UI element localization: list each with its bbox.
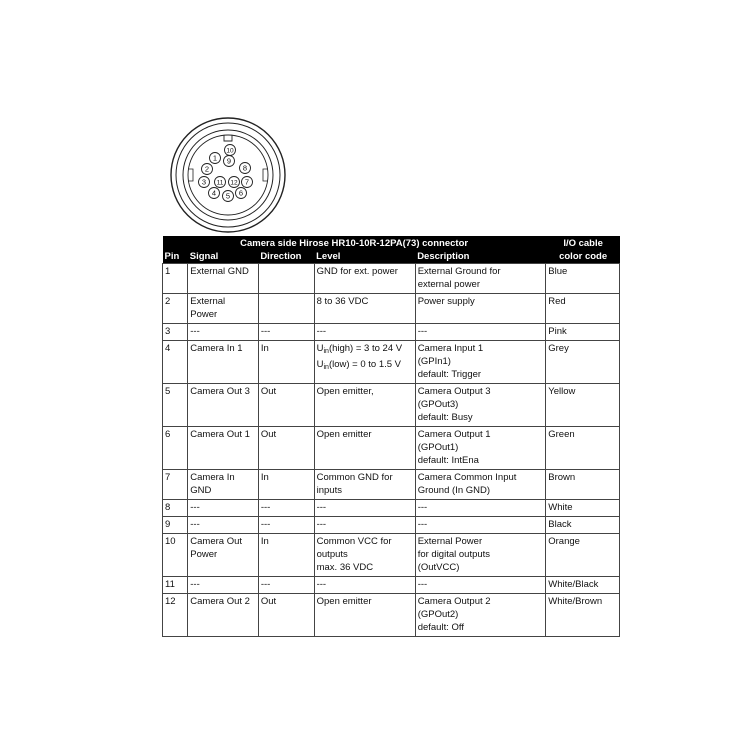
- connector-pin: [242, 177, 253, 188]
- signal-cell: [188, 470, 259, 500]
- description-line: default: Busy: [417, 412, 473, 423]
- pin-cell: 5: [163, 384, 188, 427]
- signal-line: ---: [190, 519, 200, 530]
- signal-cell: [188, 427, 259, 470]
- direction-cell: In: [258, 470, 314, 500]
- connector-pin-label: 10: [226, 147, 234, 155]
- level-line: Common GND for: [316, 472, 393, 483]
- description-line: ---: [417, 326, 428, 337]
- connector-ring-3: [183, 130, 273, 220]
- connector-pin-label: 1: [212, 153, 218, 163]
- level-line: ---: [316, 502, 327, 513]
- description-cell: [415, 341, 546, 384]
- connector-pin: [199, 177, 210, 188]
- signal-line: External: [190, 296, 226, 307]
- signal-cell: [188, 294, 259, 324]
- level-line: GND for ext. power: [316, 266, 398, 277]
- connector-pin-label: 9: [226, 156, 232, 166]
- description-line: Camera Output 2: [417, 596, 491, 607]
- cable-color-cell: White: [546, 500, 620, 517]
- connector-pin: [202, 164, 213, 175]
- signal-line: Power: [190, 549, 218, 560]
- description-line: Camera Input 1: [417, 343, 484, 354]
- connector-pin: [210, 153, 221, 164]
- signal-line: Camera Out 2: [190, 596, 250, 607]
- table-row: [163, 341, 620, 384]
- header-level: Level: [314, 250, 415, 264]
- connector-notch-right: [263, 169, 268, 181]
- level-cell: [314, 427, 415, 470]
- cable-header-line: color code: [559, 251, 608, 262]
- level-line: Open emitter: [316, 429, 372, 440]
- level-cell: [314, 470, 415, 500]
- level-line: ---: [316, 326, 327, 337]
- connector-pin: [223, 191, 234, 202]
- description-line: for digital outputs: [417, 549, 491, 560]
- signal-cell: [188, 341, 259, 384]
- signal-line: Power: [190, 309, 218, 320]
- level-cell: [314, 294, 415, 324]
- cable-color-header: [546, 236, 620, 264]
- signal-line: Camera In 1: [190, 343, 243, 354]
- description-cell: [415, 427, 546, 470]
- table-row: [163, 500, 620, 517]
- header-pin: Pin: [163, 250, 188, 264]
- connector-diagram: [169, 117, 289, 235]
- level-cell: [314, 534, 415, 577]
- pin-cell: 7: [163, 470, 188, 500]
- connector-pin-label: 11: [216, 179, 224, 187]
- direction-cell: [258, 294, 314, 324]
- level-cell: [314, 594, 415, 637]
- cable-header-line: I/O cable: [563, 238, 603, 249]
- connector-pin: [229, 177, 240, 188]
- signal-cell: [188, 384, 259, 427]
- signal-cell: [188, 264, 259, 294]
- level-cell: [314, 577, 415, 594]
- header-direction: Direction: [258, 250, 314, 264]
- description-line: (GPOut3): [417, 399, 459, 410]
- level-subscript: in: [323, 364, 329, 371]
- description-line: External Power: [417, 536, 483, 547]
- signal-line: ---: [190, 579, 200, 590]
- connector-pin-label: 6: [238, 188, 244, 198]
- connector-pins: [199, 145, 253, 202]
- description-cell: [415, 500, 546, 517]
- connector-pin-label: 5: [225, 191, 231, 201]
- table-row: [163, 534, 620, 577]
- direction-cell: [258, 264, 314, 294]
- table-row: [163, 324, 620, 341]
- connector-pin: [240, 163, 251, 174]
- level-line: Open emitter,: [316, 386, 374, 397]
- signal-cell: [188, 577, 259, 594]
- direction-cell: ---: [258, 517, 314, 534]
- level-line: 8 to 36 VDC: [316, 296, 369, 307]
- table-row: [163, 470, 620, 500]
- connector-pin-label: 8: [242, 163, 248, 173]
- connector-pin-label: 4: [211, 188, 217, 198]
- level-cell: [314, 341, 415, 384]
- direction-cell: ---: [258, 500, 314, 517]
- connector-key: [224, 135, 232, 141]
- level-cell: [314, 500, 415, 517]
- description-line: ---: [417, 502, 428, 513]
- description-cell: [415, 470, 546, 500]
- description-line: ---: [417, 579, 428, 590]
- connector-pin: [224, 156, 235, 167]
- cable-color-cell: Yellow: [546, 384, 620, 427]
- direction-cell: In: [258, 341, 314, 384]
- cable-color-cell: Brown: [546, 470, 620, 500]
- description-cell: [415, 577, 546, 594]
- table-row: [163, 594, 620, 637]
- cable-color-cell: Pink: [546, 324, 620, 341]
- pin-cell: 3: [163, 324, 188, 341]
- description-cell: [415, 264, 546, 294]
- pin-cell: 11: [163, 577, 188, 594]
- signal-line: Camera Out 3: [190, 386, 250, 397]
- description-cell: [415, 517, 546, 534]
- description-cell: [415, 324, 546, 341]
- description-line: Power supply: [417, 296, 475, 307]
- connector-ring-2: [176, 123, 280, 227]
- pin-cell: 1: [163, 264, 188, 294]
- connector-pin-label: 3: [201, 177, 207, 187]
- description-cell: [415, 294, 546, 324]
- direction-cell: Out: [258, 427, 314, 470]
- description-line: (GPOut2): [417, 609, 459, 620]
- level-line: Common VCC for: [316, 536, 392, 547]
- level-line: ---: [316, 579, 327, 590]
- signal-line: Camera Out 1: [190, 429, 250, 440]
- cable-color-cell: White/Black: [546, 577, 620, 594]
- description-cell: [415, 594, 546, 637]
- cable-color-cell: Blue: [546, 264, 620, 294]
- level-line: max. 36 VDC: [316, 562, 374, 573]
- pin-cell: 4: [163, 341, 188, 384]
- cable-color-cell: Red: [546, 294, 620, 324]
- direction-cell: Out: [258, 594, 314, 637]
- pin-cell: 8: [163, 500, 188, 517]
- header-signal: Signal: [188, 250, 259, 264]
- table-row: [163, 427, 620, 470]
- connector-pin: [215, 177, 226, 188]
- signal-cell: [188, 500, 259, 517]
- description-line: default: Off: [417, 622, 464, 633]
- direction-cell: ---: [258, 324, 314, 341]
- level-subscript: in: [323, 348, 329, 355]
- description-line: Camera Output 3: [417, 386, 491, 397]
- description-line: default: Trigger: [417, 369, 482, 380]
- signal-cell: [188, 324, 259, 341]
- table-row: [163, 577, 620, 594]
- cable-color-cell: White/Brown: [546, 594, 620, 637]
- direction-cell: ---: [258, 577, 314, 594]
- connector-pin-label: 7: [244, 177, 250, 187]
- level-cell: [314, 324, 415, 341]
- cable-color-cell: Green: [546, 427, 620, 470]
- description-line: (OutVCC): [417, 562, 460, 573]
- signal-cell: [188, 594, 259, 637]
- pin-cell: 12: [163, 594, 188, 637]
- connector-pin: [209, 188, 220, 199]
- table-body: [163, 264, 620, 637]
- signal-line: ---: [190, 502, 200, 513]
- connector-pin: [236, 188, 247, 199]
- description-line: External Ground for: [417, 266, 501, 277]
- direction-cell: Out: [258, 384, 314, 427]
- level-line: outputs: [316, 549, 348, 560]
- description-line: (GPOut1): [417, 442, 459, 453]
- description-line: Ground (In GND): [417, 485, 491, 496]
- header-description: Description: [415, 250, 546, 264]
- pin-cell: 9: [163, 517, 188, 534]
- pin-cell: 10: [163, 534, 188, 577]
- signal-line: Camera In: [190, 472, 235, 483]
- level-cell: [314, 517, 415, 534]
- level-line: inputs: [316, 485, 342, 496]
- level-line: ---: [316, 519, 327, 530]
- cable-color-cell: Black: [546, 517, 620, 534]
- table-row: [163, 264, 620, 294]
- connector-pin-label: 2: [204, 164, 210, 174]
- cable-color-cell: Orange: [546, 534, 620, 577]
- table-title: Camera side Hirose HR10-10R-12PA(73) connector: [163, 236, 546, 250]
- signal-cell: [188, 534, 259, 577]
- signal-line: Camera Out: [190, 536, 243, 547]
- description-cell: [415, 384, 546, 427]
- direction-cell: In: [258, 534, 314, 577]
- level-cell: [314, 384, 415, 427]
- description-line: Camera Common Input: [417, 472, 517, 483]
- signal-cell: [188, 517, 259, 534]
- description-line: ---: [417, 519, 428, 530]
- table-row: [163, 294, 620, 324]
- connector-notch-left: [188, 169, 193, 181]
- connector-pin-label: 12: [230, 179, 238, 187]
- description-line: external power: [417, 279, 480, 290]
- level-line: Open emitter: [316, 596, 372, 607]
- connector-pin: [225, 145, 236, 156]
- level-line: $U_{in}(high) = 3$ to 24 V: [316, 343, 403, 355]
- level-line: $U_{in}(low) = 0$ to 1.5 V: [316, 359, 402, 371]
- description-line: (GPIn1): [417, 356, 451, 367]
- description-line: Camera Output 1: [417, 429, 491, 440]
- pin-cell: 6: [163, 427, 188, 470]
- table-row: [163, 517, 620, 534]
- description-line: default: IntEna: [417, 455, 479, 466]
- signal-line: External GND: [190, 266, 249, 277]
- signal-line: GND: [190, 485, 212, 496]
- description-cell: [415, 534, 546, 577]
- cable-color-cell: Grey: [546, 341, 620, 384]
- pin-assignment-table: [162, 236, 620, 637]
- level-cell: [314, 264, 415, 294]
- table-row: [163, 384, 620, 427]
- pin-cell: 2: [163, 294, 188, 324]
- signal-line: ---: [190, 326, 200, 337]
